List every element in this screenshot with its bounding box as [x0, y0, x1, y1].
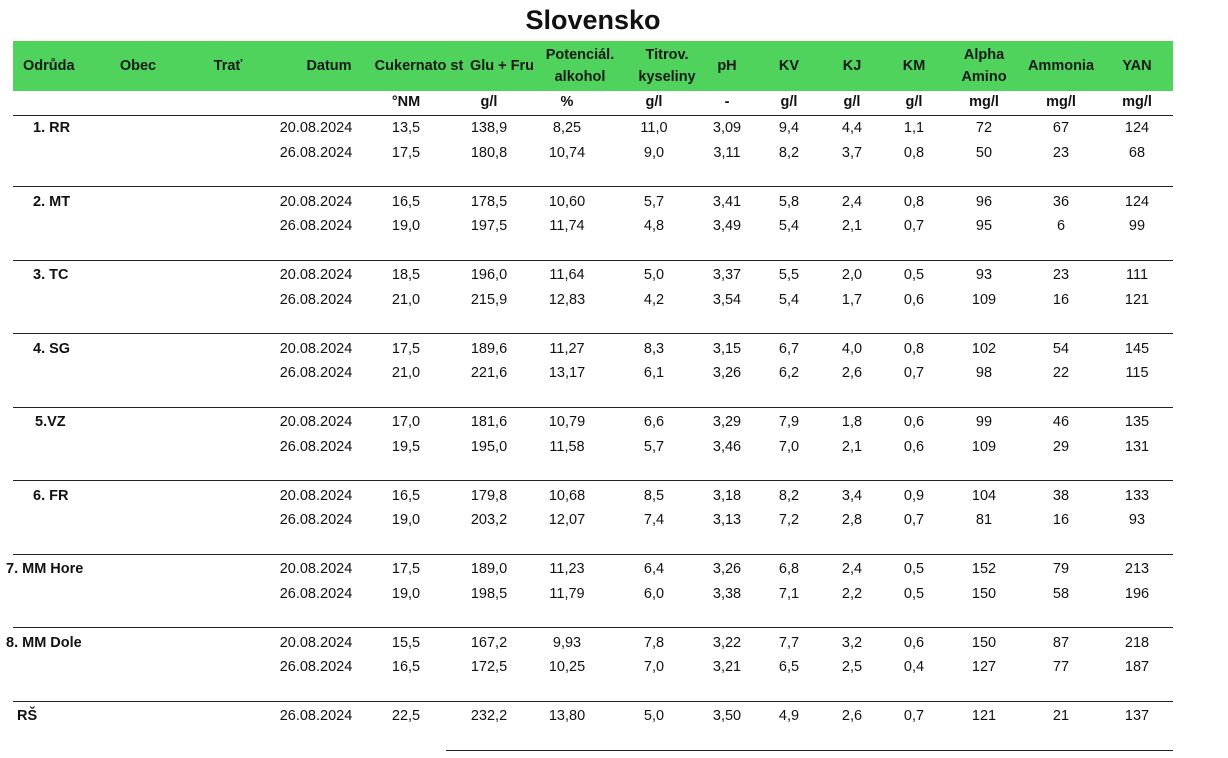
column-header-yan: YAN: [1122, 58, 1152, 74]
cell-titr_kyseliny: 4,8: [643, 218, 665, 234]
cell-kj: 2,4: [841, 193, 863, 210]
cell-kv: 5,8: [778, 193, 800, 210]
cell-alpha_amino: 95: [975, 218, 993, 234]
cell-kj: 2,4: [841, 561, 863, 577]
unit-ph: -: [724, 94, 730, 110]
variety-label: RŠ: [17, 708, 38, 724]
cell-kv: 5,4: [778, 291, 800, 308]
cell-alpha_amino: 152: [971, 561, 997, 577]
cell-pot_alkohol: 10,60: [548, 193, 586, 210]
cell-yan: 133: [1124, 487, 1150, 504]
cell-ph: 3,18: [712, 487, 742, 504]
cell-kv: 6,5: [778, 659, 800, 675]
cell-alpha_amino: 98: [975, 365, 993, 381]
cell-datum: 20.08.2024: [279, 487, 353, 504]
cell-alpha_amino: 104: [971, 487, 997, 504]
column-header-pot_alkohol: Potenciál. alkohol: [545, 47, 615, 85]
cell-ph: 3,49: [712, 218, 742, 234]
cell-ammonia: 36: [1052, 193, 1070, 210]
cell-datum: 26.08.2024: [279, 585, 353, 602]
cell-alpha_amino: 109: [971, 291, 997, 308]
cell-pot_alkohol: 12,07: [548, 512, 586, 528]
cell-kv: 7,9: [778, 414, 800, 430]
cell-pot_alkohol: 9,93: [552, 634, 582, 651]
cell-kj: 2,1: [841, 438, 863, 455]
cell-kj: 3,7: [841, 144, 863, 161]
cell-datum: 26.08.2024: [279, 659, 353, 675]
cell-cukernatost: 21,0: [391, 365, 421, 381]
cell-cukernatost: 17,5: [391, 561, 421, 577]
cell-cukernatost: 13,5: [391, 120, 421, 136]
cell-cukernatost: 19,0: [391, 512, 421, 528]
column-header-odruda: Odrůda: [23, 58, 75, 74]
cell-cukernatost: 17,5: [391, 340, 421, 357]
cell-kj: 2,0: [841, 267, 863, 283]
cell-kv: 7,1: [778, 585, 800, 602]
cell-ph: 3,41: [712, 193, 742, 210]
cell-ph: 3,15: [712, 340, 742, 357]
cell-kv: 7,0: [778, 438, 800, 455]
cell-titr_kyseliny: 8,5: [643, 487, 665, 504]
cell-titr_kyseliny: 8,3: [643, 340, 665, 357]
cell-km: 0,7: [903, 512, 925, 528]
cell-cukernatost: 17,5: [391, 144, 421, 161]
cell-km: 0,4: [903, 659, 925, 675]
header-divider: [13, 115, 1173, 116]
cell-alpha_amino: 102: [971, 340, 997, 357]
cell-pot_alkohol: 13,80: [548, 708, 586, 724]
cell-yan: 196: [1124, 585, 1150, 602]
cell-cukernatost: 19,0: [391, 585, 421, 602]
cell-yan: 68: [1128, 144, 1146, 161]
cell-kv: 5,4: [778, 218, 800, 234]
cell-kj: 2,1: [841, 218, 863, 234]
cell-ph: 3,46: [712, 438, 742, 455]
cell-ph: 3,26: [712, 365, 742, 381]
cell-kv: 5,5: [778, 267, 800, 283]
column-header-cukernatost: Cukernato st: [374, 58, 464, 74]
cell-yan: 121: [1124, 291, 1150, 308]
cell-ph: 3,37: [712, 267, 742, 283]
cell-ammonia: 22: [1052, 365, 1070, 381]
cell-glu_fru: 232,2: [470, 708, 508, 724]
unit-km: g/l: [905, 94, 923, 110]
cell-alpha_amino: 72: [975, 120, 993, 136]
group-divider: [13, 480, 1173, 481]
column-header-trat: Trať: [213, 58, 243, 74]
group-divider: [13, 407, 1173, 408]
column-header-ammonia: Ammonia: [1027, 58, 1095, 74]
cell-pot_alkohol: 11,79: [549, 585, 585, 602]
cell-cukernatost: 21,0: [391, 291, 421, 308]
cell-ammonia: 67: [1052, 120, 1070, 136]
cell-ph: 3,26: [712, 561, 742, 577]
cell-kj: 4,4: [841, 120, 863, 136]
column-header-titr_kyseliny: Titrov. kyseliny: [638, 47, 696, 85]
cell-glu_fru: 203,2: [470, 512, 508, 528]
cell-glu_fru: 172,5: [470, 659, 508, 675]
unit-pot_alkohol: %: [560, 94, 574, 110]
cell-titr_kyseliny: 7,4: [643, 512, 665, 528]
cell-titr_kyseliny: 6,0: [643, 585, 665, 602]
cell-titr_kyseliny: 5,7: [643, 193, 665, 210]
column-header-alpha_amino: Alpha Amino: [961, 47, 1007, 85]
cell-ph: 3,50: [712, 708, 742, 724]
cell-kv: 4,9: [778, 708, 800, 724]
unit-ammonia: mg/l: [1046, 94, 1076, 110]
page-title: Slovensko: [525, 5, 661, 35]
cell-pot_alkohol: 10,74: [548, 144, 586, 161]
cell-glu_fru: 180,8: [470, 144, 508, 161]
cell-alpha_amino: 127: [971, 659, 997, 675]
cell-km: 0,5: [903, 267, 925, 283]
cell-glu_fru: 178,5: [470, 193, 508, 210]
cell-km: 0,6: [903, 414, 925, 430]
cell-kj: 2,6: [841, 708, 863, 724]
cell-yan: 145: [1124, 340, 1150, 357]
cell-kj: 1,7: [841, 291, 863, 308]
cell-yan: 93: [1128, 512, 1146, 528]
cell-ammonia: 29: [1052, 438, 1070, 455]
variety-label: 8. MM Dole: [6, 634, 82, 651]
cell-titr_kyseliny: 6,6: [643, 414, 665, 430]
variety-label: 1. RR: [33, 120, 71, 136]
column-header-kj: KJ: [842, 58, 862, 74]
cell-yan: 124: [1124, 193, 1150, 210]
cell-kv: 6,2: [778, 365, 800, 381]
cell-ammonia: 77: [1052, 659, 1070, 675]
unit-cukernatost: °NM: [391, 94, 421, 110]
cell-glu_fru: 167,2: [470, 634, 508, 651]
cell-datum: 26.08.2024: [279, 144, 353, 161]
cell-titr_kyseliny: 4,2: [643, 291, 665, 308]
group-divider: [13, 260, 1173, 261]
cell-cukernatost: 22,5: [391, 708, 421, 724]
cell-kj: 3,4: [841, 487, 863, 504]
cell-alpha_amino: 150: [971, 585, 997, 602]
cell-km: 0,6: [903, 634, 925, 651]
cell-pot_alkohol: 10,68: [548, 487, 586, 504]
cell-ammonia: 46: [1052, 414, 1070, 430]
cell-datum: 20.08.2024: [279, 120, 353, 136]
cell-yan: 218: [1124, 634, 1150, 651]
cell-glu_fru: 189,6: [470, 340, 508, 357]
unit-alpha_amino: mg/l: [969, 94, 999, 110]
cell-cukernatost: 16,5: [391, 659, 421, 675]
cell-glu_fru: 215,9: [470, 291, 508, 308]
cell-km: 0,9: [903, 487, 925, 504]
cell-glu_fru: 195,0: [470, 438, 508, 455]
cell-glu_fru: 189,0: [470, 561, 508, 577]
cell-ph: 3,11: [713, 144, 741, 161]
cell-ammonia: 6: [1056, 218, 1066, 234]
cell-ph: 3,54: [712, 291, 742, 308]
unit-titr_kyseliny: g/l: [645, 94, 663, 110]
cell-kv: 6,7: [778, 340, 800, 357]
cell-titr_kyseliny: 9,0: [643, 144, 665, 161]
cell-titr_kyseliny: 6,1: [643, 365, 665, 381]
cell-titr_kyseliny: 11,0: [640, 120, 668, 136]
cell-km: 0,6: [903, 438, 925, 455]
cell-titr_kyseliny: 5,0: [643, 267, 665, 283]
cell-ammonia: 79: [1052, 561, 1070, 577]
cell-kj: 3,2: [841, 634, 863, 651]
cell-ph: 3,13: [712, 512, 742, 528]
cell-yan: 137: [1124, 708, 1150, 724]
cell-titr_kyseliny: 5,7: [643, 438, 665, 455]
cell-datum: 20.08.2024: [279, 634, 353, 651]
cell-glu_fru: 181,6: [470, 414, 508, 430]
cell-yan: 99: [1128, 218, 1146, 234]
cell-km: 0,5: [903, 561, 925, 577]
cell-ph: 3,29: [712, 414, 742, 430]
cell-ph: 3,09: [712, 120, 742, 136]
variety-label: 5.VZ: [35, 414, 66, 430]
cell-ammonia: 38: [1052, 487, 1070, 504]
cell-datum: 26.08.2024: [279, 218, 353, 234]
cell-yan: 124: [1124, 120, 1150, 136]
cell-glu_fru: 197,5: [470, 218, 508, 234]
cell-alpha_amino: 150: [971, 634, 997, 651]
cell-kj: 2,8: [841, 512, 863, 528]
cell-ammonia: 87: [1052, 634, 1070, 651]
variety-label: 3. TC: [33, 267, 69, 283]
cell-cukernatost: 16,5: [391, 193, 421, 210]
cell-ammonia: 54: [1052, 340, 1070, 357]
cell-cukernatost: 15,5: [391, 634, 421, 651]
cell-alpha_amino: 99: [975, 414, 993, 430]
column-header-km: KM: [902, 58, 926, 74]
cell-ammonia: 16: [1052, 512, 1070, 528]
cell-yan: 187: [1124, 659, 1150, 675]
cell-km: 0,7: [903, 218, 925, 234]
cell-datum: 26.08.2024: [279, 512, 353, 528]
cell-datum: 20.08.2024: [279, 193, 353, 210]
cell-datum: 26.08.2024: [279, 438, 353, 455]
cell-cukernatost: 16,5: [391, 487, 421, 504]
cell-kj: 1,8: [841, 414, 863, 430]
unit-kj: g/l: [843, 94, 861, 110]
unit-glu_fru: g/l: [480, 94, 498, 110]
column-header-kv: KV: [778, 58, 800, 74]
cell-yan: 111: [1125, 267, 1149, 283]
cell-ph: 3,21: [712, 659, 742, 675]
cell-kv: 7,7: [778, 634, 800, 651]
variety-label: 6. FR: [33, 487, 69, 504]
unit-kv: g/l: [780, 94, 798, 110]
cell-ammonia: 16: [1052, 291, 1070, 308]
cell-datum: 26.08.2024: [279, 291, 353, 308]
cell-pot_alkohol: 8,25: [552, 120, 582, 136]
cell-glu_fru: 138,9: [470, 120, 508, 136]
cell-kv: 7,2: [778, 512, 800, 528]
cell-pot_alkohol: 12,83: [548, 291, 586, 308]
column-header-glu_fru: Glu + Fru: [469, 58, 535, 74]
group-divider: [13, 701, 1173, 702]
cell-cukernatost: 18,5: [391, 267, 421, 283]
unit-yan: mg/l: [1122, 94, 1152, 110]
cell-kv: 8,2: [778, 144, 800, 161]
column-header-datum: Datum: [306, 58, 352, 74]
cell-glu_fru: 198,5: [470, 585, 508, 602]
cell-km: 0,8: [903, 144, 925, 161]
cell-titr_kyseliny: 6,4: [643, 561, 665, 577]
cell-yan: 115: [1125, 365, 1149, 381]
cell-kj: 4,0: [841, 340, 863, 357]
cell-yan: 213: [1124, 561, 1150, 577]
cell-km: 0,8: [903, 193, 925, 210]
cell-alpha_amino: 81: [975, 512, 993, 528]
cell-km: 0,7: [903, 708, 925, 724]
cell-ph: 3,22: [712, 634, 742, 651]
cell-glu_fru: 179,8: [470, 487, 508, 504]
cell-yan: 135: [1124, 414, 1150, 430]
cell-datum: 26.08.2024: [279, 365, 353, 381]
cell-datum: 20.08.2024: [279, 267, 353, 283]
cell-cukernatost: 19,5: [391, 438, 421, 455]
column-header-ph: pH: [717, 58, 737, 74]
cell-kv: 9,4: [778, 120, 800, 136]
variety-label: 2. MT: [33, 193, 71, 210]
cell-ph: 3,38: [712, 585, 742, 602]
cell-ammonia: 58: [1052, 585, 1070, 602]
cell-km: 1,1: [903, 120, 925, 136]
cell-yan: 131: [1124, 438, 1150, 455]
cell-alpha_amino: 50: [975, 144, 993, 161]
cell-cukernatost: 19,0: [391, 218, 421, 234]
column-header-obec: Obec: [119, 58, 157, 74]
cell-glu_fru: 196,0: [470, 267, 508, 283]
cell-pot_alkohol: 11,27: [549, 340, 585, 357]
table-header: [13, 41, 1173, 91]
cell-ammonia: 23: [1052, 144, 1070, 161]
cell-datum: 20.08.2024: [279, 340, 353, 357]
cell-kj: 2,2: [841, 585, 863, 602]
cell-datum: 20.08.2024: [279, 414, 353, 430]
cell-kj: 2,6: [841, 365, 863, 381]
cell-km: 0,8: [903, 340, 925, 357]
variety-label: 4. SG: [33, 340, 71, 357]
cell-km: 0,6: [903, 291, 925, 308]
cell-glu_fru: 221,6: [470, 365, 508, 381]
bottom-rule: [446, 750, 1173, 751]
cell-ammonia: 21: [1052, 708, 1070, 724]
cell-km: 0,7: [903, 365, 925, 381]
group-divider: [13, 627, 1173, 628]
group-divider: [13, 186, 1173, 187]
cell-titr_kyseliny: 7,8: [643, 634, 665, 651]
cell-pot_alkohol: 11,74: [549, 218, 585, 234]
cell-pot_alkohol: 10,79: [548, 414, 586, 430]
cell-datum: 26.08.2024: [279, 708, 353, 724]
cell-alpha_amino: 109: [971, 438, 997, 455]
cell-pot_alkohol: 11,64: [549, 267, 585, 283]
cell-alpha_amino: 96: [975, 193, 993, 210]
cell-datum: 20.08.2024: [279, 561, 353, 577]
cell-titr_kyseliny: 5,0: [643, 708, 665, 724]
cell-kv: 8,2: [778, 487, 800, 504]
cell-alpha_amino: 121: [971, 708, 997, 724]
cell-alpha_amino: 93: [975, 267, 993, 283]
variety-label: 7. MM Hore: [6, 561, 84, 577]
cell-kj: 2,5: [841, 659, 863, 675]
cell-pot_alkohol: 11,23: [549, 561, 585, 577]
cell-titr_kyseliny: 7,0: [643, 659, 665, 675]
cell-pot_alkohol: 10,25: [548, 659, 586, 675]
cell-cukernatost: 17,0: [391, 414, 421, 430]
cell-ammonia: 23: [1052, 267, 1070, 283]
cell-pot_alkohol: 13,17: [548, 365, 586, 381]
group-divider: [13, 333, 1173, 334]
cell-pot_alkohol: 11,58: [549, 438, 585, 455]
group-divider: [13, 554, 1173, 555]
cell-kv: 6,8: [778, 561, 800, 577]
cell-km: 0,5: [903, 585, 925, 602]
